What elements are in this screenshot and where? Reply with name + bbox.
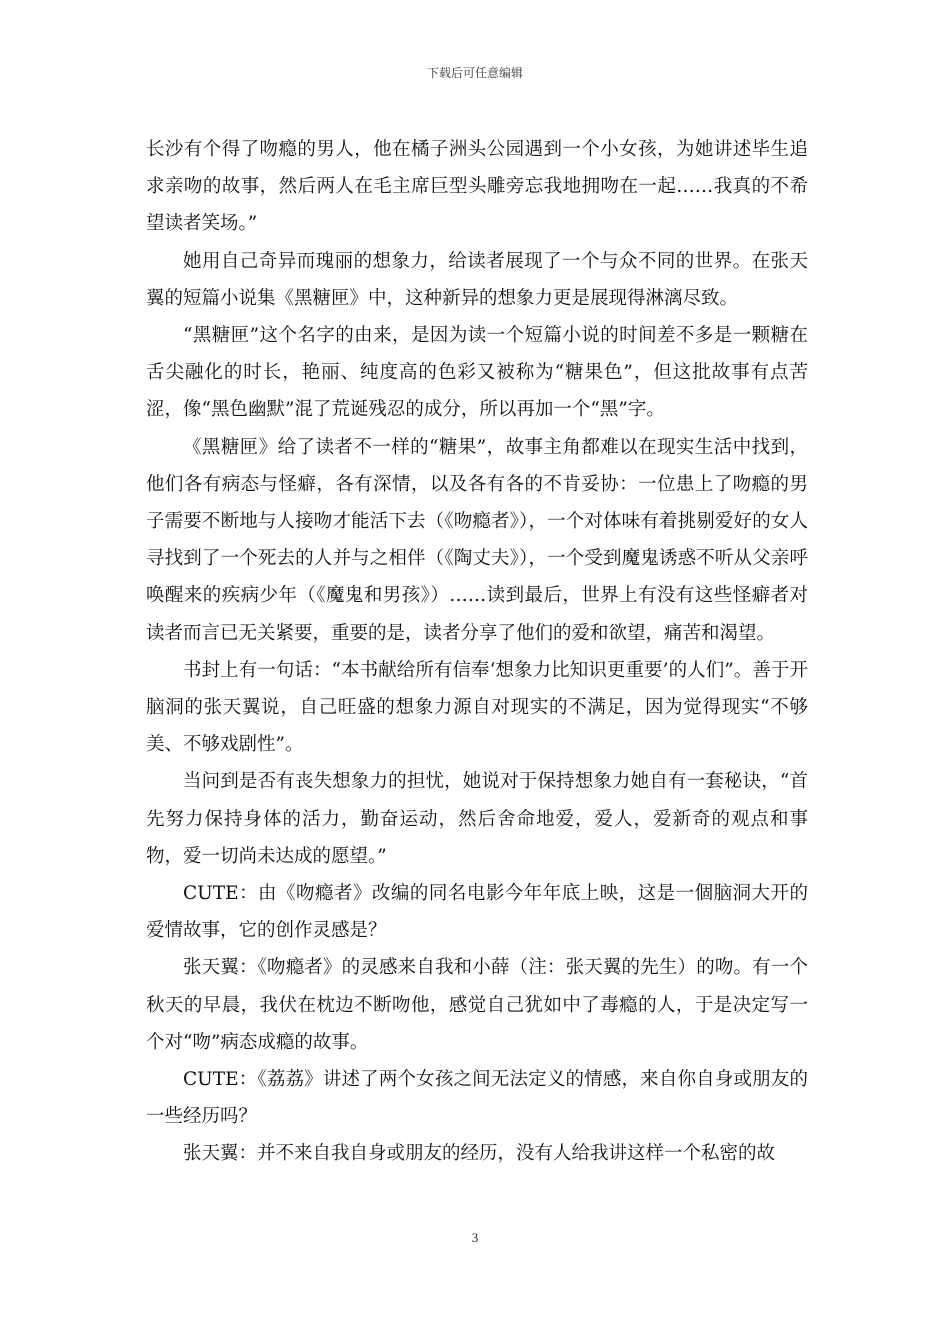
paragraph: 张天翼：并不来自我自身或朋友的经历，没有人给我讲这样一个私密的故 <box>183 1143 776 1165</box>
paragraph: “黑糖匣”这个名字的由来，是因为读一个短篇小说的时间差不多是一颗糖在舌尖融化的时长，艳丽、纯度高的色彩又被称为“糖果色”，但这批故事有点苦涩，像“黑色幽默”混了荒诞残忍的成分，所以再加一个“黑”字。 <box>146 325 808 421</box>
page-header: 下载后可任意编辑 <box>426 66 523 80</box>
paragraph: CUTE：由《吻瘾者》改编的同名电影今年年底上映，这是一個脑洞大开的爱情故事，它的创作灵感是？ <box>146 883 808 942</box>
paragraph: 当问到是否有丧失想象力的担忧，她说对于保持想象力她自有一套秘诀，“首先努力保持身体的活力，勤奋运动，然后舍命地爱，爱人，爱新奇的观点和事物，爱一切尚未达成的愿望。” <box>146 771 808 867</box>
paragraph: 长沙有个得了吻瘾的男人，他在橘子洲头公园遇到一个小女孩，为她讲述毕生追求亲吻的故事，然后两人在毛主席巨型头雕旁忘我地拥吻在一起……我真的不希望读者笑场。” <box>146 139 808 235</box>
paragraph: 《黑糖匣》给了读者不一样的“糖果”，故事主角都难以在现实生活中找到，他们各有病态与怪癖，各有深情，以及各有各的不肯妥协：一位患上了吻瘾的男子需要不断地与人接吻才能活下去（《吻瘾者》），一个对体味有着挑剔爱好的女人寻找到了一个死去的人并与之相伴（《陶丈夫》），一个受到魔鬼诱惑不听从父亲呼唤醒来的疾病少年（《魔鬼和男孩》）……读到最后，世界上有没有这些怪癖者对读者而言已无关紧要，重要的是，读者分享了他们的爱和欲望，痛苦和渴望。 <box>146 436 808 644</box>
page-number: 3 <box>471 1230 479 1245</box>
document-body <box>146 131 808 1173</box>
paragraph: CUTE：《荔荔》讲述了两个女孩之间无法定义的情感，来自你自身或朋友的一些经历吗？ <box>146 1069 808 1128</box>
paragraph: 张天翼：《吻瘾者》的灵感来自我和小薛（注：张天翼的先生）的吻。有一个秋天的早晨，我伏在枕边不断吻他，感觉自己犹如中了毒瘾的人，于是决定写一个对“吻”病态成瘾的故事。 <box>146 957 808 1053</box>
paragraph: 她用自己奇异而瑰丽的想象力，给读者展现了一个与众不同的世界。在张天翼的短篇小说集《黑糖匣》中，这种新异的想象力更是展现得淋漓尽致。 <box>146 250 808 309</box>
paragraph: 书封上有一句话：“本书献给所有信奉‘想象力比知识更重要’的人们”。善于开脑洞的张天翼说，自己旺盛的想象力源自对现实的不满足，因为觉得现实“不够美、不够戏剧性”。 <box>146 659 808 756</box>
